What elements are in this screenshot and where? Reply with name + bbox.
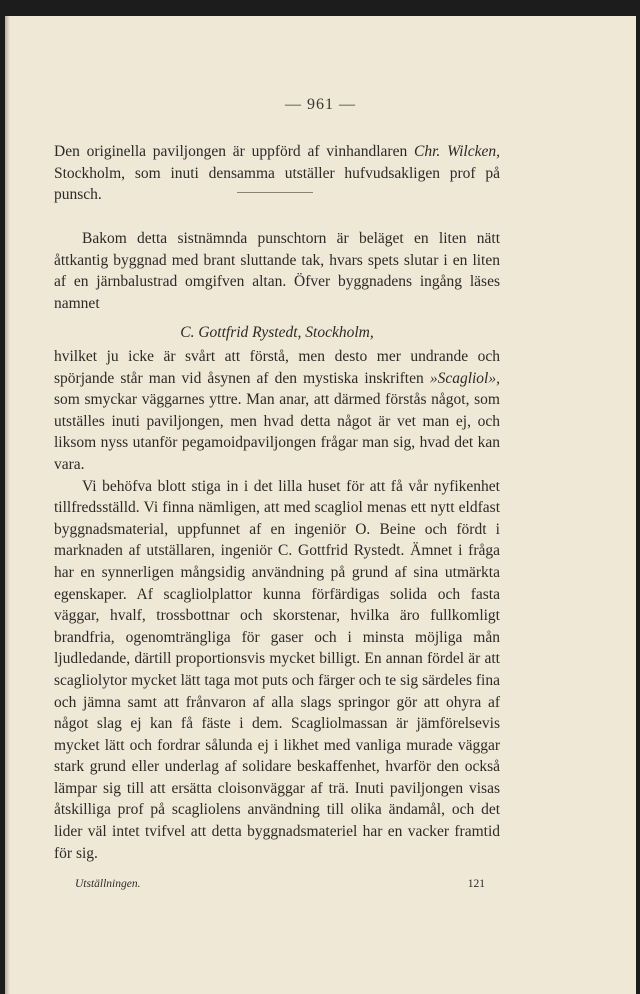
name-inscription: C. Gottfrid Rystedt, Stockholm, — [180, 324, 374, 341]
paragraph-4: Vi behöfva blott stiga in i det lilla huset för att få vår nyfikenhet tillfredsställd. Vi finna nämligen, att med scagliol menas ett nytt eldfast byggnadsmaterial, uppfunnet af en ingeniör O. Beine och fördt i marknaden af utställaren, ingeniör C. Gottfrid Rystedt. Ämnet i fråga har en synnerligen mångsidig användning på grund af sina utmärkta egenskaper. Af scagliolplattor kunna förfärdigas solida och fasta väggar, hvalf, trossbottnar och skorstenar, hvilka äro fullkomligt brandfria, ogenomträngliga för gaser och i minsta möjliga mån ljudledande, därtill proportionsvis mycket billigt. En annan fördel är att scagliolytor mycket lätt taga mot puts och färger och te sig särdeles fina och jämna samt att frånvaron af alla slags springor gör att ohyra af något slag ej kan få fäste i dem. Scagliolmassan är jämförelsevis mycket lätt och fordrar sålunda ej i likhet med vanliga murade väggar stark grund eller underlag af solidare beskaffenhet, hvarför den också lämpar sig till att ersätta cloisonväggar af trä. Inuti paviljongen visas åtskilliga prof på scagliolens användning till olika ändamål, och det lider väl intet tvifvel att detta byggnadsmateriel har en vacker framtid för sig. — [54, 477, 500, 862]
page-footer — [75, 878, 485, 890]
paragraph-3-inscription: »Scagliol», — [429, 369, 500, 387]
page-left-shadow — [5, 16, 10, 994]
paragraph-3-prefix: hvilket ju icke är svårt att förstå, men desto mer undrande och spörjande står man vid åsynen af den mystiska inskriften — [54, 348, 500, 387]
section-divider — [237, 192, 313, 193]
paragraph-1-prefix: Den originella paviljongen är uppförd af vinhandlaren — [54, 143, 408, 160]
paragraph-2 — [54, 228, 500, 314]
page-number: — 961 — — [285, 96, 356, 113]
paragraph-3-rest: som smyckar väggarnes yttre. Man anar, att därmed förstås något, som utställes inuti paviljongen, men hvad detta något är vet man ej, och liksom nyss utanför pegamoidpaviljongen frågar man sig, hvad det kan vara. — [54, 391, 500, 473]
footer-signature: Utställningen. — [75, 878, 141, 890]
paragraph-2-text: Bakom detta sistnämnda punschtorn är beläget en liten nätt åttkantig byggnad med brant sluttande tak, hvars spets slutar i en liten af en järnbalustrad omgifven altan. Öfver byggnadens ingång läses namnet — [54, 230, 500, 312]
paragraph-1 — [54, 141, 500, 206]
paragraph-3 — [54, 346, 500, 864]
paragraph-1-name: Chr. Wilcken, — [414, 143, 500, 160]
footer-signature-number: 121 — [467, 878, 485, 890]
paragraph-1-rest: Stockholm, som inuti densamma utställer hufvudsakligen prof på punsch. — [54, 164, 500, 204]
book-page — [5, 16, 636, 994]
